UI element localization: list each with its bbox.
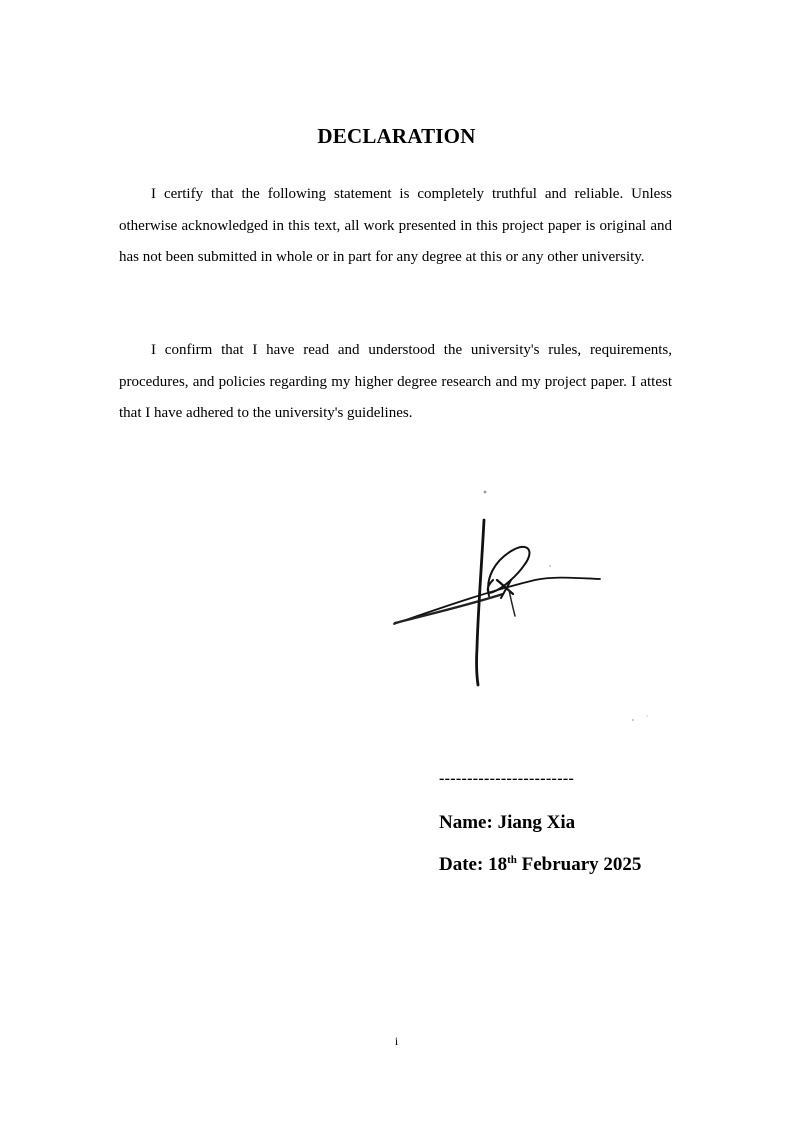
date-suffix: th — [507, 854, 517, 866]
confirmation-paragraph: I confirm that I have read and understood the university's rules, requirements, procedures, and policies regarding my higher degree research and my project paper. I attest that I have adhered to the university's guidelines. — [119, 342, 672, 421]
name-label: Name: — [439, 812, 493, 833]
signature-date — [439, 854, 641, 876]
signature-line: ------------------------ — [439, 770, 575, 787]
date-rest: February 2025 — [521, 854, 642, 875]
date-label: Date: — [439, 854, 484, 875]
page-title: DECLARATION — [317, 124, 476, 148]
page-number: i — [394, 1034, 399, 1048]
date-day: 18 — [488, 854, 508, 875]
signer-name — [439, 812, 575, 834]
name-value: Jiang Xia — [497, 812, 576, 833]
statement-paragraph: I certify that the following statement is completely truthful and reliable. Unless otherwise acknowledged in this text, all work presented in this project paper is original and has not been submitted in whole or in part for any degree at this or any other university. — [119, 186, 672, 265]
handwritten-signature — [385, 480, 665, 730]
